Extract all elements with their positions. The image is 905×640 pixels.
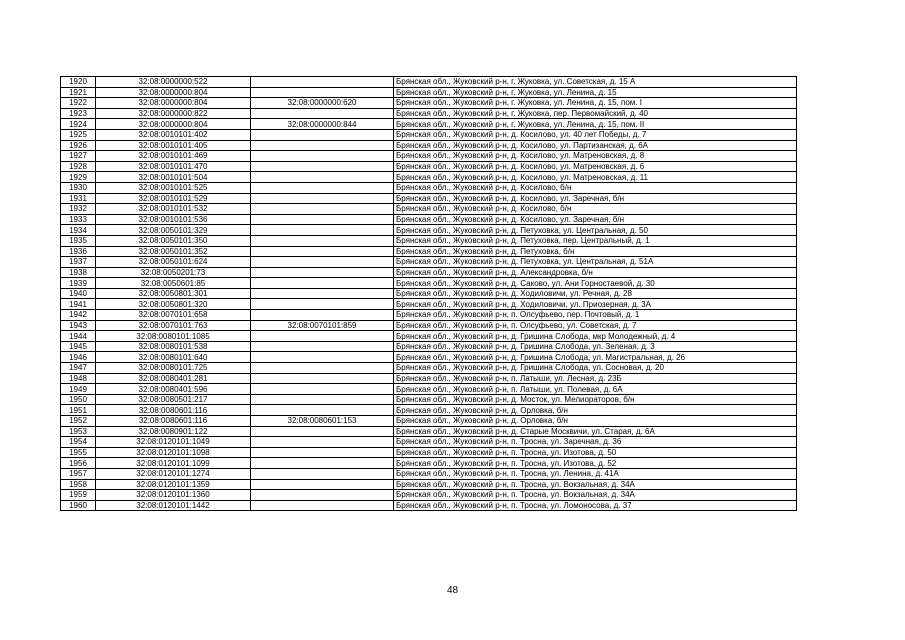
row-number-cell: 1940 [61, 288, 96, 299]
cadastral-number-cell: 32:08:0050601:85 [96, 278, 251, 289]
row-number-cell: 1924 [61, 119, 96, 130]
table-row [61, 77, 797, 88]
cadastral-number-cell: 32:08:0080601:116 [96, 416, 251, 427]
related-cadastral-number-cell [251, 257, 394, 268]
cadastral-number-cell: 32:08:0050101:329 [96, 225, 251, 236]
address-cell: Брянская обл., Жуковский р-н, д. Косилово, ул. 40 лет Победы, д. 7 [394, 129, 797, 140]
address-cell: Брянская обл., Жуковский р-н, п. Олсуфьево, пер. Почтовый, д. 1 [394, 310, 797, 321]
row-number-cell: 1960 [61, 500, 96, 511]
row-number-cell: 1932 [61, 204, 96, 215]
address-cell: Брянская обл., Жуковский р-н, п. Латыши, ул. Лесная, д. 23Б [394, 373, 797, 384]
row-number-cell: 1931 [61, 193, 96, 204]
row-number-cell: 1934 [61, 225, 96, 236]
row-number-cell: 1933 [61, 214, 96, 225]
table-row [61, 394, 797, 405]
address-cell: Брянская обл., Жуковский р-н, д. Петуховка, ул. Центральная, д. 51А [394, 257, 797, 268]
address-cell: Брянская обл., Жуковский р-н, г. Жуковка, ул. Ленина, д. 15, пом. I [394, 98, 797, 109]
row-number-cell: 1935 [61, 235, 96, 246]
related-cadastral-number-cell [251, 182, 394, 193]
row-number-cell: 1947 [61, 363, 96, 374]
related-cadastral-number-cell [251, 405, 394, 416]
table-row [61, 490, 797, 501]
table-row [61, 161, 797, 172]
row-number-cell: 1959 [61, 490, 96, 501]
address-cell: Брянская обл., Жуковский р-н, п. Тросна, ул. Ленина, д. 41А [394, 468, 797, 479]
table-row [61, 182, 797, 193]
cadastral-number-cell: 32:08:0000000:804 [96, 87, 251, 98]
cadastral-number-cell: 32:08:0080401:596 [96, 384, 251, 395]
table-row [61, 129, 797, 140]
cadastral-number-cell: 32:08:0050101:352 [96, 246, 251, 257]
row-number-cell: 1928 [61, 161, 96, 172]
related-cadastral-number-cell [251, 246, 394, 257]
table-row [61, 437, 797, 448]
row-number-cell: 1921 [61, 87, 96, 98]
related-cadastral-number-cell [251, 161, 394, 172]
related-cadastral-number-cell [251, 288, 394, 299]
related-cadastral-number-cell [251, 394, 394, 405]
row-number-cell: 1953 [61, 426, 96, 437]
address-cell: Брянская обл., Жуковский р-н, д. Саково, ул. Ани Горностаевой, д. 30 [394, 278, 797, 289]
row-number-cell: 1926 [61, 140, 96, 151]
address-cell: Брянская обл., Жуковский р-н, д. Мосток, ул. Мелиораторов, б/н [394, 394, 797, 405]
address-cell: Брянская обл., Жуковский р-н, д. Гришина Слобода, ул. Магистральная, д. 26 [394, 352, 797, 363]
table-row [61, 87, 797, 98]
related-cadastral-number-cell [251, 235, 394, 246]
cadastral-number-cell: 32:08:0010101:504 [96, 172, 251, 183]
related-cadastral-number-cell [251, 172, 394, 183]
cadastral-number-cell: 32:08:0050801:301 [96, 288, 251, 299]
related-cadastral-number-cell [251, 299, 394, 310]
address-cell: Брянская обл., Жуковский р-н, д. Гришина Слобода, мкр Молодежный, д. 4 [394, 331, 797, 342]
cadastral-number-cell: 32:08:0010101:529 [96, 193, 251, 204]
cadastral-number-cell: 32:08:0080501:217 [96, 394, 251, 405]
related-cadastral-number-cell [251, 447, 394, 458]
table-row [61, 363, 797, 374]
cadastral-number-cell: 32:08:0120101:1442 [96, 500, 251, 511]
address-cell: Брянская обл., Жуковский р-н, д. Петуховка, пер. Центральный, д. 1 [394, 235, 797, 246]
row-number-cell: 1927 [61, 151, 96, 162]
row-number-cell: 1923 [61, 108, 96, 119]
address-cell: Брянская обл., Жуковский р-н, г. Жуковка, ул. Ленина, д. 15, пом. II [394, 119, 797, 130]
address-cell: Брянская обл., Жуковский р-н, д. Косилово, ул. Матреновская, д. 6 [394, 161, 797, 172]
row-number-cell: 1929 [61, 172, 96, 183]
related-cadastral-number-cell [251, 204, 394, 215]
related-cadastral-number-cell [251, 468, 394, 479]
row-number-cell: 1938 [61, 267, 96, 278]
related-cadastral-number-cell [251, 140, 394, 151]
table-row [61, 426, 797, 437]
address-cell: Брянская обл., Жуковский р-н, д. Косилово, ул. Заречная, б/н [394, 193, 797, 204]
address-cell: Брянская обл., Жуковский р-н, д. Косилово, ул. Заречная, б/н [394, 214, 797, 225]
related-cadastral-number-cell [251, 352, 394, 363]
row-number-cell: 1942 [61, 310, 96, 321]
row-number-cell: 1939 [61, 278, 96, 289]
table-row [61, 193, 797, 204]
address-cell: Брянская обл., Жуковский р-н, д. Ходиловичи, ул. Речная, д. 28 [394, 288, 797, 299]
row-number-cell: 1949 [61, 384, 96, 395]
cadastral-number-cell: 32:08:0080101:538 [96, 341, 251, 352]
related-cadastral-number-cell [251, 225, 394, 236]
cadastral-number-cell: 32:08:0120101:1359 [96, 479, 251, 490]
row-number-cell: 1937 [61, 257, 96, 268]
cadastral-number-cell: 32:08:0000000:822 [96, 108, 251, 119]
table-row [61, 235, 797, 246]
table-row [61, 278, 797, 289]
table-row [61, 151, 797, 162]
cadastral-number-cell: 32:08:0010101:525 [96, 182, 251, 193]
address-cell: Брянская обл., Жуковский р-н, г. Жуковка, ул. Советская, д. 15 А [394, 77, 797, 88]
row-number-cell: 1944 [61, 331, 96, 342]
table-row [61, 373, 797, 384]
address-cell: Брянская обл., Жуковский р-н, п. Тросна, ул. Заречная, д. 36 [394, 437, 797, 448]
related-cadastral-number-cell [251, 151, 394, 162]
cadastral-number-cell: 32:08:0120101:1274 [96, 468, 251, 479]
related-cadastral-number-cell [251, 426, 394, 437]
cadastral-number-cell: 32:08:0010101:402 [96, 129, 251, 140]
table-row [61, 299, 797, 310]
address-cell: Брянская обл., Жуковский р-н, п. Тросна, ул. Вокзальная, д. 34А [394, 479, 797, 490]
address-cell: Брянская обл., Жуковский р-н, д. Гришина Слобода, ул. Зеленая, д. 3 [394, 341, 797, 352]
related-cadastral-number-cell [251, 129, 394, 140]
table-row [61, 416, 797, 427]
related-cadastral-number-cell [251, 214, 394, 225]
table-row [61, 310, 797, 321]
address-cell: Брянская обл., Жуковский р-н, п. Олсуфьево, ул. Советская, д. 7 [394, 320, 797, 331]
row-number-cell: 1951 [61, 405, 96, 416]
cadastral-number-cell: 32:08:0000000:804 [96, 119, 251, 130]
related-cadastral-number-cell [251, 479, 394, 490]
cadastral-number-cell: 32:08:0070101:658 [96, 310, 251, 321]
related-cadastral-number-cell [251, 490, 394, 501]
related-cadastral-number-cell [251, 310, 394, 321]
page-number: 48 [446, 585, 459, 596]
address-cell: Брянская обл., Жуковский р-н, д. Ходиловичи, ул. Приозерная, д. 3А [394, 299, 797, 310]
row-number-cell: 1954 [61, 437, 96, 448]
table-row [61, 352, 797, 363]
cadastral-number-cell: 32:08:0080101:1085 [96, 331, 251, 342]
cadastral-number-cell: 32:08:0000000:522 [96, 77, 251, 88]
cadastral-number-cell: 32:08:0080901:122 [96, 426, 251, 437]
address-cell: Брянская обл., Жуковский р-н, д. Косилово, ул. Матреновская, д. 8 [394, 151, 797, 162]
table-row [61, 140, 797, 151]
address-cell: Брянская обл., Жуковский р-н, г. Жуковка, пер. Первомайский, д. 40 [394, 108, 797, 119]
table-row [61, 458, 797, 469]
cadastral-number-cell: 32:08:0010101:532 [96, 204, 251, 215]
table-row [61, 500, 797, 511]
cadastral-number-cell: 32:08:0050101:624 [96, 257, 251, 268]
related-cadastral-number-cell [251, 331, 394, 342]
address-cell: Брянская обл., Жуковский р-н, д. Косилово, ул. Партизанская, д. 6А [394, 140, 797, 151]
table-row [61, 447, 797, 458]
table-row [61, 331, 797, 342]
row-number-cell: 1920 [61, 77, 96, 88]
related-cadastral-number-cell [251, 267, 394, 278]
related-cadastral-number-cell [251, 373, 394, 384]
cadastral-number-cell: 32:08:0010101:469 [96, 151, 251, 162]
table-row [61, 225, 797, 236]
cadastral-number-cell: 32:08:0050101:350 [96, 235, 251, 246]
related-cadastral-number-cell [251, 77, 394, 88]
table-row [61, 267, 797, 278]
table-row [61, 108, 797, 119]
cadastral-number-cell: 32:08:0080101:640 [96, 352, 251, 363]
table-row [61, 468, 797, 479]
related-cadastral-number-cell [251, 363, 394, 374]
address-cell: Брянская обл., Жуковский р-н, п. Тросна, ул. Изотова, д. 52 [394, 458, 797, 469]
related-cadastral-number-cell [251, 341, 394, 352]
address-cell: Брянская обл., Жуковский р-н, п. Тросна, ул. Вокзальная, д. 34А [394, 490, 797, 501]
table-row [61, 320, 797, 331]
address-cell: Брянская обл., Жуковский р-н, д. Косилово, б/н [394, 204, 797, 215]
cadastral-number-cell: 32:08:0080601:116 [96, 405, 251, 416]
cadastral-number-cell: 32:08:0010101:405 [96, 140, 251, 151]
related-cadastral-number-cell [251, 87, 394, 98]
table-row [61, 288, 797, 299]
cadastral-number-cell: 32:08:0010101:536 [96, 214, 251, 225]
table-row [61, 98, 797, 109]
related-cadastral-number-cell: 32:08:0070101:859 [251, 320, 394, 331]
row-number-cell: 1952 [61, 416, 96, 427]
cadastral-number-cell: 32:08:0080401:281 [96, 373, 251, 384]
row-number-cell: 1936 [61, 246, 96, 257]
related-cadastral-number-cell [251, 500, 394, 511]
related-cadastral-number-cell: 32:08:0000000:620 [251, 98, 394, 109]
table-row [61, 257, 797, 268]
address-cell: Брянская обл., Жуковский р-н, д. Петуховка, ул. Центральная, д. 50 [394, 225, 797, 236]
row-number-cell: 1945 [61, 341, 96, 352]
related-cadastral-number-cell [251, 193, 394, 204]
cadastral-number-cell: 32:08:0070101:763 [96, 320, 251, 331]
row-number-cell: 1941 [61, 299, 96, 310]
table-row [61, 479, 797, 490]
cadastral-number-cell: 32:08:0120101:1098 [96, 447, 251, 458]
related-cadastral-number-cell: 32:08:0000000:844 [251, 119, 394, 130]
row-number-cell: 1958 [61, 479, 96, 490]
table-row [61, 172, 797, 183]
cadastral-number-cell: 32:08:0050801:320 [96, 299, 251, 310]
address-cell: Брянская обл., Жуковский р-н, д. Косилово, б/н [394, 182, 797, 193]
table-row [61, 204, 797, 215]
address-cell: Брянская обл., Жуковский р-н, д. Петуховка, б/н [394, 246, 797, 257]
register-table [60, 76, 797, 511]
related-cadastral-number-cell [251, 108, 394, 119]
table-row [61, 341, 797, 352]
table-row [61, 405, 797, 416]
cadastral-number-cell: 32:08:0120101:1099 [96, 458, 251, 469]
row-number-cell: 1950 [61, 394, 96, 405]
address-cell: Брянская обл., Жуковский р-н, д. Александровка, б/н [394, 267, 797, 278]
row-number-cell: 1925 [61, 129, 96, 140]
cadastral-number-cell: 32:08:0120101:1049 [96, 437, 251, 448]
cadastral-number-cell: 32:08:0010101:470 [96, 161, 251, 172]
cadastral-number-cell: 32:08:0080101:725 [96, 363, 251, 374]
row-number-cell: 1922 [61, 98, 96, 109]
address-cell: Брянская обл., Жуковский р-н, д. Старые Москвичи, ул. Старая, д. 6А [394, 426, 797, 437]
row-number-cell: 1956 [61, 458, 96, 469]
address-cell: Брянская обл., Жуковский р-н, д. Орловка, б/н [394, 405, 797, 416]
cadastral-number-cell: 32:08:0120101:1360 [96, 490, 251, 501]
table-row [61, 384, 797, 395]
row-number-cell: 1957 [61, 468, 96, 479]
related-cadastral-number-cell [251, 437, 394, 448]
row-number-cell: 1955 [61, 447, 96, 458]
cadastral-number-cell: 32:08:0050201:73 [96, 267, 251, 278]
address-cell: Брянская обл., Жуковский р-н, г. Жуковка, ул. Ленина, д. 15 [394, 87, 797, 98]
address-cell: Брянская обл., Жуковский р-н, п. Латыши, ул. Полевая, д. 6А [394, 384, 797, 395]
table-row [61, 214, 797, 225]
address-cell: Брянская обл., Жуковский р-н, д. Косилово, ул. Матреновская, д. 11 [394, 172, 797, 183]
table-row [61, 246, 797, 257]
row-number-cell: 1946 [61, 352, 96, 363]
row-number-cell: 1943 [61, 320, 96, 331]
related-cadastral-number-cell [251, 278, 394, 289]
address-cell: Брянская обл., Жуковский р-н, д. Гришина Слобода, ул. Сосновая, д. 20 [394, 363, 797, 374]
related-cadastral-number-cell [251, 384, 394, 395]
address-cell: Брянская обл., Жуковский р-н, д. Орловка, б/н [394, 416, 797, 427]
row-number-cell: 1930 [61, 182, 96, 193]
register-table-body [61, 77, 797, 511]
table-row [61, 119, 797, 130]
address-cell: Брянская обл., Жуковский р-н, п. Тросна, ул. Изотова, д. 50 [394, 447, 797, 458]
related-cadastral-number-cell [251, 458, 394, 469]
related-cadastral-number-cell: 32:08:0080601:153 [251, 416, 394, 427]
cadastral-number-cell: 32:08:0000000:804 [96, 98, 251, 109]
row-number-cell: 1948 [61, 373, 96, 384]
address-cell: Брянская обл., Жуковский р-н, п. Тросна, ул. Ломоносова, д. 37 [394, 500, 797, 511]
